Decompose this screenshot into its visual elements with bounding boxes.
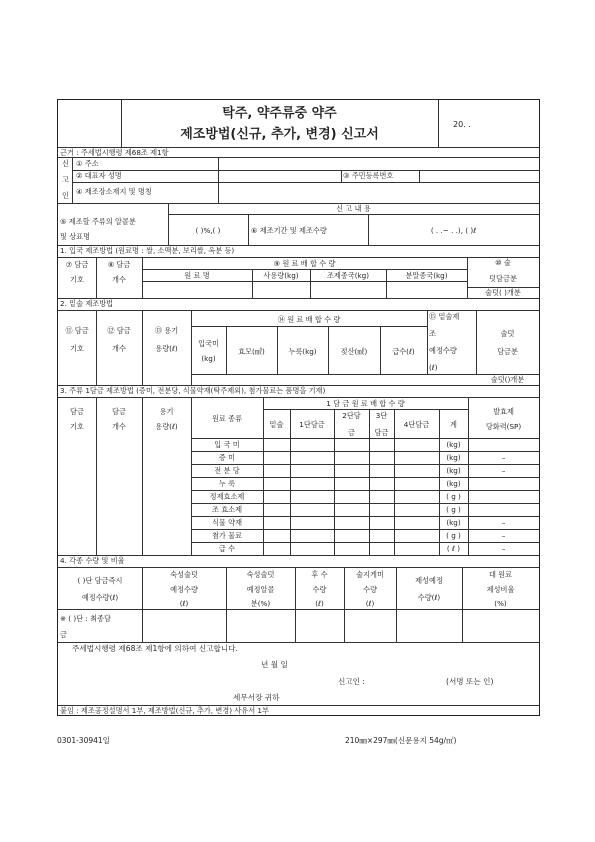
s1-unit-label-3: 술덧( )개분: [485, 288, 521, 297]
s4-col1-line2: 예정수량(ℓ): [81, 593, 119, 602]
declaration-statement: 주세법시행령 제68조 제1항에 의하여 신고합니다.: [72, 644, 238, 653]
s1-unit-label-2: 덧담금분: [489, 274, 517, 283]
section4-heading: 4. 각종 수량 및 비율: [60, 556, 125, 565]
s4-col6-line1: 제성예정: [415, 576, 443, 585]
signature-field[interactable]: (서명 또는 인): [446, 677, 494, 686]
resident-number-label: ③ 주민등록번호: [343, 171, 394, 180]
s3-stage-2-line1: 2단담: [342, 411, 361, 420]
s3-stage-2-line2: 금: [348, 428, 355, 437]
s2-expected-label-4: (ℓ): [429, 363, 438, 372]
paper-spec: 210㎜×297㎜(신문용지 54g/㎡): [345, 736, 457, 745]
s3-total-header: 계: [450, 420, 457, 429]
s3-stage-4: 4단담금: [403, 420, 430, 429]
s4-col5-line2: 수량: [363, 585, 377, 594]
s4-col2-line3: (ℓ): [179, 599, 189, 608]
s2-vol-label-1: ⑬ 용기: [154, 326, 179, 335]
s4-col4-line1: 후 수: [311, 570, 328, 579]
s3-count-label-2: 개수: [112, 422, 126, 431]
s3-row-unit: (kg): [446, 440, 461, 449]
s3-row-saccharifying-power[interactable]: –: [501, 518, 506, 527]
applicant-label-3: 인: [62, 191, 69, 200]
s3-row-saccharifying-power[interactable]: –: [501, 531, 506, 540]
s4-col7-line1: 대 원료: [488, 570, 513, 579]
s4-col6-line2: 수량(ℓ): [417, 593, 441, 602]
s3-row-material: 조 효소제: [211, 505, 243, 514]
s3-row-divider: [191, 451, 539, 452]
s2-expected-label-1: ⑮ 밑술제: [429, 312, 460, 321]
s2-koji-label-2: (kg): [201, 354, 216, 363]
s2-mix-header: ⑭ 원 료 배 합 수 량: [277, 315, 341, 324]
s2-water-label: 급수(ℓ): [392, 347, 415, 356]
s3-tank-label-1: 담금: [70, 407, 84, 416]
s1-count-label-2: 개수: [112, 275, 126, 284]
addressee: 세무서장 귀하: [233, 693, 280, 702]
s2-vol-label-2: 용량(ℓ): [155, 344, 178, 353]
factory-label: ④ 제조장소재지 및 명칭: [76, 187, 152, 196]
period-value[interactable]: ( . .~ . .), ( )ℓ: [430, 226, 477, 235]
s1-tank-label-2: 기호: [70, 275, 84, 284]
s4-col2-line2: 예정수량: [170, 585, 198, 594]
legal-basis: 근거 : 주세법시행령 제68조 제1항: [60, 148, 169, 157]
s3-row-material: 입 국 미: [214, 440, 240, 449]
s3-row-material: 첨가 물료: [211, 531, 243, 540]
s3-ferment-label-1: 발효제: [493, 407, 514, 416]
s3-row-unit: (kg): [446, 466, 461, 475]
s3-row-saccharifying-power[interactable]: –: [501, 453, 506, 462]
s1-usage-header: 사용량(kg): [263, 271, 299, 280]
s2-expected-label-2: 조: [429, 329, 436, 338]
s2-count-label-2: 개수: [112, 344, 126, 353]
s1-tank-label-1: ⑦ 담금: [65, 260, 89, 269]
date-field[interactable]: 20. .: [453, 120, 471, 129]
s3-row-material: 증 미: [218, 453, 236, 462]
address-label: ① 주소: [76, 159, 99, 168]
representative-label: ② 대표자 성명: [76, 171, 122, 180]
s3-count-label-1: 담금: [112, 407, 126, 416]
s3-stage-1: 1단담금: [299, 420, 325, 429]
s3-row-unit: ( g ): [446, 531, 461, 540]
s2-tank-label-1: ⑪ 담금: [65, 326, 89, 335]
s3-row-unit: ( ℓ ): [446, 544, 461, 553]
product-type-value[interactable]: ( )%,( ): [195, 226, 221, 235]
s3-row-divider: [191, 542, 539, 543]
attachment-note: 붙임 : 제조공정설명서 1부, 제조방법(신규, 추가, 변경) 사유서 1부: [60, 706, 269, 715]
s4-col4-line2: 수량: [312, 585, 327, 594]
s3-vol-label-1: 용기: [159, 407, 174, 416]
s2-mash-label-2: 담금분: [497, 347, 518, 356]
form-title-line1: 탁주, 약주류중 약주: [222, 106, 337, 121]
form-number: 0301-30941일: [57, 736, 110, 745]
s1-steam-header: 조제종국(kg): [326, 271, 370, 280]
product-type-label-2: 및 상표명: [60, 232, 91, 241]
s3-stage-base: 밑술: [269, 420, 284, 429]
s4-col5-line1: 술지게미: [356, 570, 384, 579]
s4-col3-line2: 예정알콜: [246, 585, 275, 594]
s3-row-material: 전 분 당: [214, 466, 240, 475]
s4-col4-line3: (ℓ): [315, 599, 324, 608]
s4-col7-line2: 제성비율: [486, 585, 515, 594]
s3-row-saccharifying-power[interactable]: –: [501, 544, 506, 553]
s3-row-divider: [191, 490, 539, 491]
s4-col1-line1: ( )단 담금즉시: [77, 576, 123, 585]
report-form: [57, 99, 540, 716]
s4-col7-line3: (%): [494, 599, 507, 608]
s2-expected-label-3: 예정수량: [429, 346, 457, 355]
s3-row-material: 누 룩: [218, 479, 236, 488]
s3-row-material: 급 수: [218, 544, 236, 553]
s3-row-divider: [191, 464, 539, 465]
s3-row-divider: [191, 516, 539, 517]
declaration-date[interactable]: 년 월 일: [261, 660, 288, 669]
s3-row-unit: ( g ): [446, 505, 461, 514]
s3-row-saccharifying-power[interactable]: –: [501, 466, 506, 475]
s1-unit-label-1: ⑩ 술: [495, 258, 511, 267]
form-title-line2: 제조방법(신규, 추가, 변경) 신고서: [180, 127, 379, 142]
final-note-line1: ※ ( )단 : 최종담: [60, 614, 111, 623]
s3-row-material: 정제효소제: [209, 492, 245, 501]
final-note-line2: 금: [60, 630, 67, 639]
s3-tank-label-2: 기호: [70, 422, 84, 431]
s1-count-label-1: ⑧ 담금: [107, 260, 131, 269]
content-header: 신 고 내 용: [336, 204, 371, 213]
s3-row-material: 식물 약재: [211, 518, 243, 527]
s1-material-header: 원 료 명: [184, 271, 210, 280]
s4-col5-line3: (ℓ): [365, 599, 375, 608]
s4-col2-line1: 숙성술덧: [170, 570, 198, 579]
s2-yeast-label: 효모(㎖): [238, 347, 265, 356]
product-type-label-1: ⑤ 제조할 주류의 알콜분: [60, 217, 136, 226]
reporter-label: 신고인 :: [338, 677, 365, 686]
s3-ferment-label-2: 당화력(SP): [485, 422, 522, 431]
s2-nuruk-label: 누룩(kg): [288, 347, 317, 356]
section3-heading: 3. 주류 1담금 제조방법 (증미, 전분당, 식물약재(탁주제외), 첨가물료는 품명을 기재): [60, 386, 326, 395]
applicant-label-2: 고: [62, 175, 69, 184]
s3-row-unit: (kg): [446, 518, 461, 527]
s2-acid-label: 젖산(㎖): [340, 347, 368, 356]
s3-row-divider: [191, 477, 539, 478]
s4-col3-line3: 분(%): [250, 599, 271, 608]
period-label: ⑥ 제조기간 및 제조수량: [251, 226, 327, 235]
s3-row-divider: [191, 529, 539, 530]
s3-material-header: 원료 종류: [211, 414, 243, 423]
s2-koji-label-1: 입국미: [198, 339, 219, 348]
s1-mix-header: ⑨ 원 료 배 합 수 량: [273, 259, 336, 268]
s2-mash-label-1: 술덧: [500, 329, 515, 338]
s3-row-unit: (kg): [446, 479, 461, 488]
s2-tank-label-2: 기호: [70, 344, 84, 353]
s2-mash-count: 술덧()개분: [490, 375, 525, 384]
s1-yeast-header: 분말종국(kg): [405, 271, 448, 280]
section1-heading: 1. 입국 제조방법 (원료명 : 쌀, 소맥분, 보리쌀, 옥분 등): [60, 246, 235, 255]
s3-stage-3-line2: 담금: [374, 428, 389, 437]
s3-row-unit: (kg): [446, 453, 461, 462]
s4-col3-line1: 숙성술덧: [246, 570, 275, 579]
s3-stage-3-line1: 3단: [375, 411, 388, 420]
applicant-label-1: 신: [62, 159, 69, 168]
s3-mix-header: 1 담 금 원 료 배 합 수 량: [326, 399, 405, 408]
s2-count-label-1: ⑫ 담금: [107, 326, 131, 335]
s3-row-unit: ( g ): [446, 492, 461, 501]
s3-row-divider: [191, 503, 539, 504]
s3-vol-label-2: 용량(ℓ): [155, 422, 178, 431]
section2-heading: 2. 밑술 제조방법: [60, 299, 114, 308]
